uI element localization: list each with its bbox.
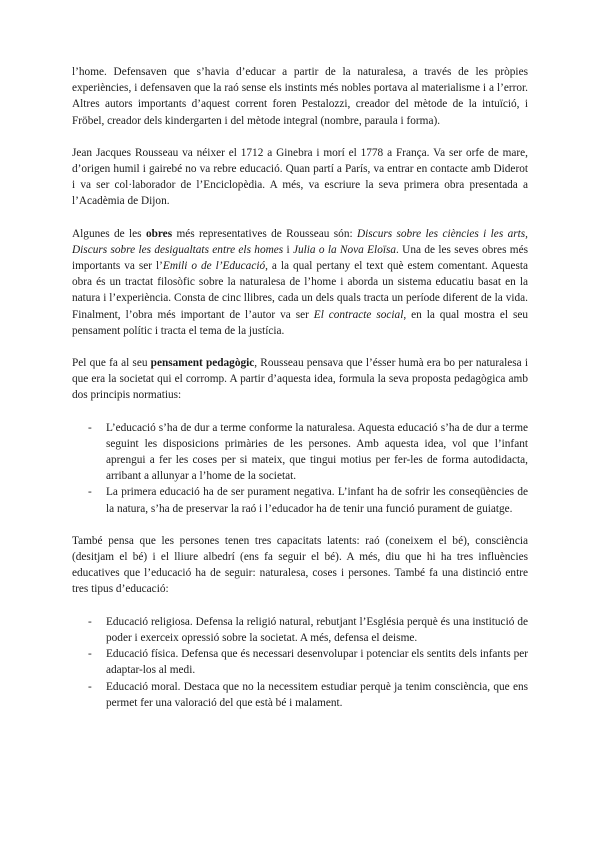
- list-item: [72, 420, 528, 485]
- list-item-text: La primera educació ha de ser purament negativa. L’infant ha de sofrir les conseqüències de la natura, s’ha de preservar la raó i l’educador ha de tenir una funció purament de guiatge.: [106, 486, 528, 515]
- list-item: [72, 614, 528, 646]
- works-text-6: , en la qual mostra el seu pensament polític i tracta el tema de la justícia.: [72, 308, 528, 337]
- works-text-4: . Una de les seves obres més importants va ser l’: [72, 243, 528, 273]
- list-item: [72, 679, 528, 711]
- works-title-emili: Emili o de l’Educació: [162, 260, 266, 273]
- list-dash: -: [88, 680, 92, 693]
- list-item: [72, 484, 528, 516]
- paragraph-works: [72, 226, 528, 339]
- list-dash: -: [88, 486, 92, 499]
- works-title-discursos: Discurs sobre les ciències i les arts, Discurs sobre les desigualtats entre els homes: [72, 227, 528, 256]
- list-dash: -: [88, 648, 92, 661]
- paragraph-biography: Jean Jacques Rousseau va néixer el 1712 a Ginebra i morí el 1778 a França. Va ser orfe de mare, d’origen humil i gairebé no va rebre educació. Quan partí a París, va entrar en contacte amb Diderot i va ser col·laborador de l’Enciclopèdia. A més, va escriure la seva primera obra presentada a l’Acadèmia de Dijon.: [72, 146, 528, 208]
- pedagogy-bold: pensament pedagògic: [150, 357, 255, 370]
- paragraph-intro: l’home. Defensaven que s’havia d’educar a partir de la naturalesa, a través de les pròpies experiències, i defensaven que la raó sense els instints més nobles portava al materialisme i a l’error. Altres autors importants d’aquest corrent foren Pestalozzi, creador del mètode de la intuïció, i Fröbel, creador dels kindergarten i del mètode integral (nombre, paraula i forma).: [72, 66, 528, 127]
- list-dash: -: [88, 615, 92, 628]
- document-page: [72, 64, 528, 727]
- works-bold-obres: obres: [145, 227, 173, 240]
- paragraph-pedagogy: [72, 355, 528, 404]
- pedagogy-text-2: , Rousseau pensava que l’ésser humà era bo per naturalesa i que era la societat qui el corromp. A partir d’aquesta idea, formula la seva proposta pedagògica amb dos principis normatius:: [72, 357, 528, 402]
- works-text-5: , a la qual pertany el text què estem comentant. Aquesta obra és un tractat filosòfic sobre la naturalesa de l’home i aborda un sistema educatiu basat en la natura i l’experiència. Consta de cinc llibres, cada un dels quals tracta un període diferent de la vida. Finalment, l’obra més important de l’autor va ser: [72, 260, 529, 321]
- works-text-1: Algunes de les: [72, 227, 146, 240]
- works-title-julia: Julia o la Nova Eloïsa: [292, 243, 397, 256]
- list-item-text: Educació física. Defensa que és necessari desenvolupar i potenciar els sentits dels infants per adaptar-los al medi.: [106, 648, 528, 677]
- list-item: [72, 646, 528, 678]
- principles-list: [72, 420, 528, 517]
- list-item-text: Educació moral. Destaca que no la necessitem estudiar perquè ja tenim consciència, que ens permet fer una valoració del que està bé i malament.: [106, 680, 528, 709]
- pedagogy-text-1: Pel que fa al seu: [72, 357, 151, 370]
- works-title-contracte: El contracte social: [313, 308, 404, 321]
- list-item-text: Educació religiosa. Defensa la religió natural, rebutjant l’Església perquè és una institució de poder i exerceix opressió sobre la societat. A més, defensa el deisme.: [106, 615, 528, 644]
- works-text-2: més representatives de Rousseau són:: [172, 227, 357, 240]
- works-text-3: i: [283, 243, 293, 256]
- education-types-list: [72, 614, 528, 711]
- paragraph-capacities: També pensa que les persones tenen tres capacitats latents: raó (coneixem el bé), consciència (desitjam el bé) i el lliure albedrí (ens fa seguir el bé). A més, diu que hi ha tres influències educatives que l’educació ha de seguir: naturalesa, coses i persones. També fa una distinció entre tres tipus d’educació:: [72, 534, 528, 596]
- list-item-text: L’educació s’ha de dur a terme conforme la naturalesa. Aquesta educació s’ha de dur a terme seguint les disposicions primàries de les persones. Amb aquesta idea, vol que l’infant aprengui a fer les coses per si mateix, que tingui motius per fer-les de forma autodidacta, arribant a allunyar a l’home de la societat.: [106, 421, 528, 483]
- list-dash: -: [88, 421, 92, 434]
